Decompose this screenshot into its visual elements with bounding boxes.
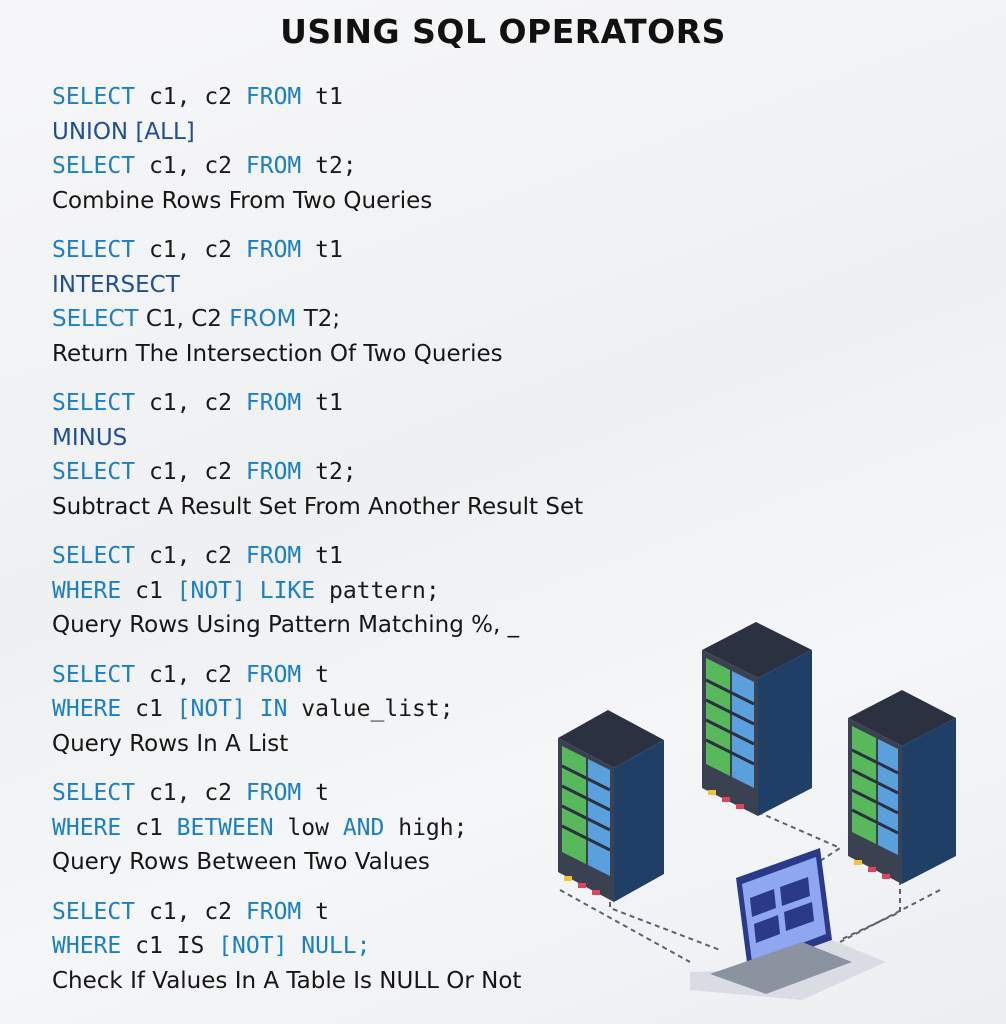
sql-token: c1, c2	[135, 543, 246, 569]
sql-token: SELECT	[52, 661, 136, 688]
server-rack-right-icon	[848, 690, 956, 884]
sql-token: FROM	[245, 780, 302, 806]
sql-example-description: Query Rows Between Two Values	[52, 849, 430, 875]
sql-token: [NOT] IN	[176, 696, 288, 722]
sql-token: FROM	[245, 543, 302, 569]
sql-token: SELECT	[52, 898, 136, 925]
sql-example-description: Query Rows Using Pattern Matching %, _	[52, 612, 520, 638]
sql-code-line	[52, 115, 672, 150]
servers-laptop-network-illustration	[540, 590, 980, 1020]
sql-token: INTERSECT	[52, 271, 180, 298]
sql-token: c1, c2	[135, 898, 246, 925]
sql-code-line	[52, 149, 672, 184]
sql-code-line	[52, 539, 672, 574]
sql-token: high;	[384, 814, 468, 841]
sql-token: C1, C2	[138, 306, 230, 332]
sql-token: c1, c2	[135, 459, 246, 485]
sql-token: WHERE	[52, 814, 122, 841]
sql-token: t1	[301, 237, 343, 263]
sql-token: pattern;	[315, 577, 440, 604]
sql-token: WHERE	[52, 577, 122, 604]
sql-example-block	[52, 386, 672, 524]
sql-token: t	[301, 898, 329, 925]
sql-code-line	[52, 302, 672, 337]
server-rack-center-icon	[702, 622, 812, 816]
sql-token: FROM	[245, 237, 302, 263]
sql-token: c1, c2	[135, 661, 246, 688]
sql-token: SELECT	[52, 780, 136, 806]
laptop-icon	[690, 848, 886, 1000]
sql-token: SELECT	[52, 84, 136, 110]
sql-token: FROM	[245, 153, 302, 179]
sql-token: t	[301, 661, 329, 688]
sql-token: T2;	[296, 306, 341, 332]
sql-code-line	[52, 80, 672, 115]
sql-code-line	[52, 386, 672, 421]
sql-token: c1 IS	[121, 933, 219, 959]
sql-token: c1, c2	[135, 84, 246, 110]
sql-token: t1	[301, 390, 343, 416]
sql-token: SELECT	[52, 306, 139, 332]
sql-token: FROM	[245, 459, 302, 485]
sql-token: UNION [ALL]	[52, 118, 195, 145]
sql-example-description: Subtract A Result Set From Another Result Set	[52, 493, 584, 520]
sql-token: SELECT	[52, 153, 136, 179]
sql-token: c1	[121, 577, 177, 604]
sql-token: SELECT	[52, 459, 136, 485]
sql-token: SELECT	[52, 237, 136, 263]
sql-token: t1	[301, 84, 343, 110]
sql-example-description: Combine Rows From Two Queries	[52, 187, 433, 214]
sql-token: BETWEEN	[176, 814, 274, 841]
sql-code-line	[52, 421, 672, 456]
sql-example-block	[52, 80, 672, 218]
sql-token: FROM	[229, 306, 297, 332]
sql-token: t1	[301, 543, 343, 569]
sql-token: MINUS	[52, 424, 128, 451]
sql-token: SELECT	[52, 543, 136, 569]
sql-token: FROM	[245, 84, 302, 110]
sql-token: SELECT	[52, 390, 136, 416]
sql-token: FROM	[245, 661, 302, 688]
sql-token: FROM	[245, 390, 302, 416]
sql-token: c1, c2	[135, 153, 246, 179]
sql-example-description: Query Rows In A List	[52, 730, 289, 757]
sql-token: low	[273, 814, 343, 841]
sql-token: c1, c2	[135, 780, 246, 806]
sql-token: WHERE	[52, 933, 122, 959]
sql-token: t2;	[301, 153, 357, 179]
sql-example-description: Check If Values In A Table Is NULL Or Not	[52, 967, 522, 994]
sql-example-block	[52, 233, 672, 371]
sql-token: AND	[342, 814, 385, 841]
sql-token: value_list;	[287, 696, 454, 722]
sql-token: FROM	[245, 898, 302, 925]
sql-code-line	[52, 455, 672, 490]
sql-token: [NOT] LIKE	[176, 577, 316, 604]
sql-token: [NOT] NULL;	[218, 933, 371, 959]
sql-token: t2;	[301, 459, 357, 485]
sql-token: c1	[121, 814, 177, 841]
server-rack-left-icon	[558, 710, 664, 902]
sql-token: c1, c2	[135, 390, 246, 416]
page-title: USING SQL OPERATORS	[280, 12, 726, 51]
sql-token: c1, c2	[135, 237, 246, 263]
sql-code-line	[52, 233, 672, 268]
sql-token: WHERE	[52, 696, 122, 722]
sql-token: t	[301, 780, 329, 806]
sql-token: c1	[121, 696, 177, 722]
sql-example-description: Return The Intersection Of Two Queries	[52, 340, 503, 367]
sql-code-line	[52, 268, 672, 303]
